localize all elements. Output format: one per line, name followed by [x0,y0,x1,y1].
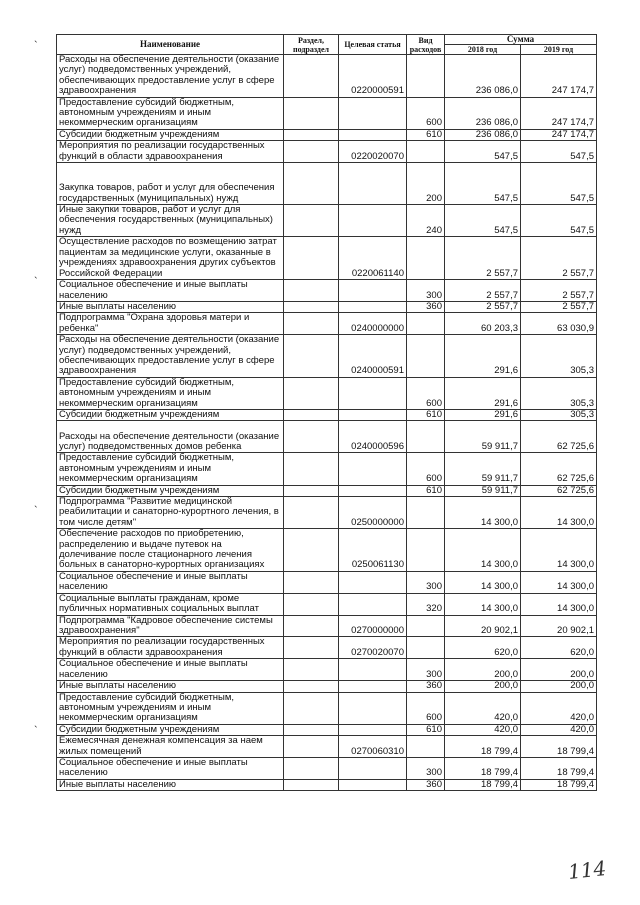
row-name-cell: Социальное обеспечение и иные выплаты населению [57,659,284,681]
row-target-cell [339,757,407,779]
row-value-2019-cell: 200,0 [521,681,597,692]
row-value-2018-cell: 200,0 [445,681,521,692]
row-name-cell: Иные выплаты населению [57,301,284,312]
row-name-cell: Предоставление субсидий бюджетным, автономным учреждениям и иным некоммерческим организациям [57,453,284,485]
row-name-cell: Осуществление расходов по возмещению затрат пациентам за медицинские услуги, оказанные в учреждениях здравоохранения других субъектов Российской Федерации [57,237,284,280]
row-kind-cell: 300 [407,571,445,593]
table-row [57,237,597,280]
row-value-2019-cell: 14 300,0 [521,593,597,615]
row-name-cell: Социальное обеспечение и иные выплаты населению [57,571,284,593]
row-target-cell [339,453,407,485]
row-target-cell: 0220061140 [339,237,407,280]
row-value-2019-cell: 18 799,4 [521,779,597,790]
row-value-2018-cell: 59 911,7 [445,453,521,485]
table-row [57,409,597,420]
row-kind-cell [407,421,445,453]
row-kind-cell: 300 [407,659,445,681]
row-section-cell [284,205,339,237]
row-section-cell [284,279,339,301]
row-target-cell [339,593,407,615]
row-kind-cell: 360 [407,779,445,790]
row-name-cell: Предоставление субсидий бюджетным, автономным учреждениям и иным некоммерческим организациям [57,377,284,409]
row-value-2018-cell: 18 799,4 [445,736,521,758]
row-value-2019-cell: 63 030,9 [521,313,597,335]
row-target-cell: 0270000000 [339,615,407,637]
row-kind-cell [407,313,445,335]
table-row [57,529,597,572]
table-row [57,571,597,593]
row-value-2019-cell: 547,5 [521,141,597,163]
row-value-2019-cell: 18 799,4 [521,736,597,758]
row-kind-cell [407,237,445,280]
table-row [57,681,597,692]
row-target-cell: 0250000000 [339,497,407,529]
row-kind-cell: 610 [407,724,445,735]
table-row [57,141,597,163]
row-kind-cell: 600 [407,377,445,409]
table-row [57,163,597,205]
table-row [57,692,597,724]
row-kind-cell: 300 [407,757,445,779]
row-section-cell [284,313,339,335]
row-target-cell [339,279,407,301]
row-value-2018-cell: 236 086,0 [445,97,521,129]
row-kind-cell: 240 [407,205,445,237]
row-value-2019-cell: 20 902,1 [521,615,597,637]
row-kind-cell: 200 [407,163,445,205]
row-name-cell: Иные закупки товаров, работ и услуг для обеспечения государственных (муниципальных) нужд [57,205,284,237]
row-target-cell [339,571,407,593]
header-name: Наименование [57,35,284,55]
row-name-cell: Подпрограмма "Охрана здоровья матери и ребенка" [57,313,284,335]
row-target-cell: 0240000000 [339,313,407,335]
row-kind-cell: 610 [407,409,445,420]
budget-table [56,34,597,791]
table-row [57,497,597,529]
table-row [57,615,597,637]
row-name-cell: Субсидии бюджетным учреждениям [57,129,284,140]
row-target-cell [339,485,407,496]
row-section-cell [284,409,339,420]
row-kind-cell [407,736,445,758]
row-section-cell [284,377,339,409]
row-value-2019-cell: 420,0 [521,692,597,724]
row-target-cell [339,724,407,735]
row-value-2019-cell: 620,0 [521,637,597,659]
row-target-cell [339,692,407,724]
table-row [57,97,597,129]
row-target-cell: 0220020070 [339,141,407,163]
row-value-2019-cell: 247 174,7 [521,97,597,129]
row-name-cell: Подпрограмма "Кадровое обеспечение системы здравоохранения" [57,615,284,637]
row-target-cell: 0270020070 [339,637,407,659]
row-value-2018-cell: 547,5 [445,205,521,237]
row-value-2018-cell: 547,5 [445,141,521,163]
table-row [57,757,597,779]
row-target-cell [339,659,407,681]
row-section-cell [284,55,339,98]
row-value-2018-cell: 291,6 [445,377,521,409]
row-value-2018-cell: 60 203,3 [445,313,521,335]
row-kind-cell [407,497,445,529]
row-section-cell [284,681,339,692]
row-name-cell: Обеспечение расходов по приобретению, распределению и выдаче путевок на долечивание после стационарного лечения больных в санаторно-курортных организациях [57,529,284,572]
row-kind-cell [407,637,445,659]
table-header [57,35,597,55]
header-section: Раздел, подраздел [284,35,339,55]
row-value-2018-cell: 14 300,0 [445,571,521,593]
row-section-cell [284,453,339,485]
row-target-cell: 0270060310 [339,736,407,758]
row-section-cell [284,335,339,378]
row-value-2019-cell: 62 725,6 [521,453,597,485]
row-section-cell [284,485,339,496]
row-kind-cell: 610 [407,485,445,496]
row-kind-cell: 300 [407,279,445,301]
row-value-2019-cell: 420,0 [521,724,597,735]
header-target: Целевая статья [339,35,407,55]
handwritten-page-number: 114 [566,856,608,884]
row-name-cell: Субсидии бюджетным учреждениям [57,485,284,496]
table-row [57,129,597,140]
table-row [57,779,597,790]
margin-tick: ` [34,725,38,737]
row-name-cell: Иные выплаты населению [57,779,284,790]
table-row [57,736,597,758]
row-section-cell [284,497,339,529]
table-row [57,301,597,312]
header-sum: Сумма [445,35,597,45]
row-name-cell: Предоставление субсидий бюджетным, автономным учреждениям и иным некоммерческим организациям [57,97,284,129]
row-section-cell [284,301,339,312]
row-name-cell: Мероприятия по реализации государственных функций в области здравоохранения [57,141,284,163]
row-name-cell: Расходы на обеспечение деятельности (оказание услуг) подведомственных учреждений, обеспечивающих предоставление услуг в сфере здравоохранения [57,335,284,378]
table-row [57,279,597,301]
row-value-2018-cell: 236 086,0 [445,55,521,98]
row-value-2019-cell: 200,0 [521,659,597,681]
header-kind: Вид расходов [407,35,445,55]
row-target-cell [339,205,407,237]
row-value-2019-cell: 247 174,7 [521,55,597,98]
table-row [57,659,597,681]
row-value-2019-cell: 247 174,7 [521,129,597,140]
row-kind-cell: 610 [407,129,445,140]
table-row [57,55,597,98]
table-row [57,453,597,485]
table-row [57,335,597,378]
row-section-cell [284,129,339,140]
row-name-cell: Субсидии бюджетным учреждениям [57,409,284,420]
row-section-cell [284,692,339,724]
row-target-cell: 0240000591 [339,335,407,378]
row-kind-cell: 360 [407,301,445,312]
row-target-cell [339,129,407,140]
row-value-2019-cell: 305,3 [521,377,597,409]
header-year-2018: 2018 год [445,45,521,55]
row-kind-cell [407,615,445,637]
row-section-cell [284,237,339,280]
row-value-2018-cell: 2 557,7 [445,237,521,280]
row-target-cell [339,779,407,790]
table-row [57,637,597,659]
row-value-2018-cell: 547,5 [445,163,521,205]
table-row [57,313,597,335]
row-kind-cell: 600 [407,692,445,724]
row-section-cell [284,659,339,681]
row-value-2018-cell: 620,0 [445,637,521,659]
row-value-2019-cell: 2 557,7 [521,301,597,312]
row-target-cell: 0220000591 [339,55,407,98]
table-row [57,421,597,453]
row-value-2019-cell: 2 557,7 [521,237,597,280]
row-kind-cell [407,55,445,98]
row-name-cell: Подпрограмма "Развитие медицинской реабилитации и санаторно-курортного лечения, в том числе детям" [57,497,284,529]
margin-tick: ` [34,40,38,52]
row-section-cell [284,97,339,129]
row-kind-cell [407,335,445,378]
row-kind-cell: 360 [407,681,445,692]
row-value-2019-cell: 62 725,6 [521,485,597,496]
row-target-cell [339,163,407,205]
row-kind-cell: 600 [407,97,445,129]
margin-tick: ` [34,505,38,517]
row-value-2019-cell: 305,3 [521,335,597,378]
row-section-cell [284,637,339,659]
row-value-2018-cell: 2 557,7 [445,279,521,301]
row-name-cell: Расходы на обеспечение деятельности (оказание услуг) подведомственных учреждений, обеспечивающих предоставление услуг в сфере здравоохранения [57,55,284,98]
row-section-cell [284,779,339,790]
row-name-cell: Ежемесячная денежная компенсация за наем жилых помещений [57,736,284,758]
row-value-2018-cell: 291,6 [445,335,521,378]
table-row [57,485,597,496]
row-section-cell [284,571,339,593]
row-section-cell [284,529,339,572]
row-kind-cell: 320 [407,593,445,615]
row-kind-cell [407,529,445,572]
row-value-2019-cell: 62 725,6 [521,421,597,453]
row-value-2018-cell: 59 911,7 [445,485,521,496]
row-value-2018-cell: 59 911,7 [445,421,521,453]
row-name-cell: Мероприятия по реализации государственных функций в области здравоохранения [57,637,284,659]
row-kind-cell: 600 [407,453,445,485]
row-section-cell [284,141,339,163]
row-value-2018-cell: 20 902,1 [445,615,521,637]
header-year-2019: 2019 год [521,45,597,55]
row-section-cell [284,593,339,615]
row-target-cell: 0250061130 [339,529,407,572]
row-value-2018-cell: 18 799,4 [445,779,521,790]
row-value-2018-cell: 2 557,7 [445,301,521,312]
row-target-cell [339,301,407,312]
row-value-2019-cell: 14 300,0 [521,529,597,572]
row-value-2018-cell: 291,6 [445,409,521,420]
row-value-2019-cell: 305,3 [521,409,597,420]
table-row [57,205,597,237]
margin-tick: ` [34,276,38,288]
row-name-cell: Закупка товаров, работ и услуг для обеспечения государственных (муниципальных) нужд [57,163,284,205]
row-name-cell: Социальные выплаты гражданам, кроме публичных нормативных социальных выплат [57,593,284,615]
row-section-cell [284,615,339,637]
row-name-cell: Иные выплаты населению [57,681,284,692]
row-section-cell [284,736,339,758]
row-value-2019-cell: 2 557,7 [521,279,597,301]
row-section-cell [284,724,339,735]
row-value-2019-cell: 547,5 [521,205,597,237]
row-section-cell [284,163,339,205]
row-target-cell [339,97,407,129]
row-target-cell [339,409,407,420]
row-value-2019-cell: 14 300,0 [521,497,597,529]
row-target-cell [339,377,407,409]
row-name-cell: Субсидии бюджетным учреждениям [57,724,284,735]
row-kind-cell [407,141,445,163]
table-row [57,724,597,735]
row-value-2018-cell: 236 086,0 [445,129,521,140]
row-value-2018-cell: 420,0 [445,724,521,735]
row-value-2019-cell: 18 799,4 [521,757,597,779]
row-value-2018-cell: 14 300,0 [445,593,521,615]
row-name-cell: Социальное обеспечение и иные выплаты населению [57,757,284,779]
row-value-2018-cell: 14 300,0 [445,497,521,529]
row-section-cell [284,757,339,779]
table-body [57,55,597,791]
row-target-cell [339,681,407,692]
row-value-2018-cell: 420,0 [445,692,521,724]
row-name-cell: Предоставление субсидий бюджетным, автономным учреждениям и иным некоммерческим организациям [57,692,284,724]
row-name-cell: Социальное обеспечение и иные выплаты населению [57,279,284,301]
row-value-2018-cell: 18 799,4 [445,757,521,779]
row-value-2018-cell: 14 300,0 [445,529,521,572]
row-value-2018-cell: 200,0 [445,659,521,681]
row-value-2019-cell: 547,5 [521,163,597,205]
table-row [57,377,597,409]
row-value-2019-cell: 14 300,0 [521,571,597,593]
row-target-cell: 0240000596 [339,421,407,453]
table-row [57,593,597,615]
row-name-cell: Расходы на обеспечение деятельности (оказание услуг) подведомственных домов ребенка [57,421,284,453]
row-section-cell [284,421,339,453]
